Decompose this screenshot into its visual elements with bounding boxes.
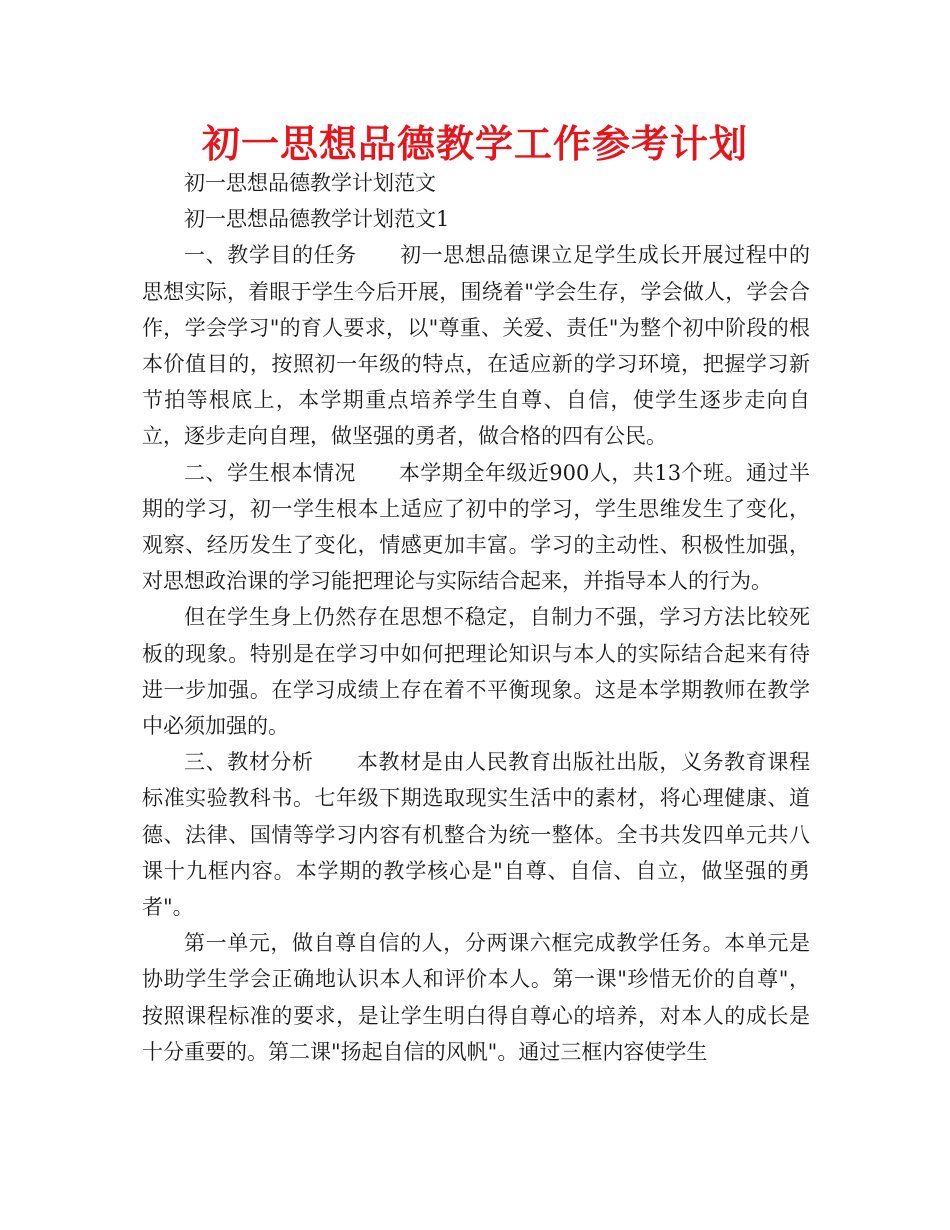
document-title: 初一思想品德教学工作参考计划 (201, 122, 748, 166)
paragraph-student-situation: 二、学生根本情况 本学期全年级近900人，共13个班。通过半期的学习，初一学生根本上适应了初中的学习，学生思维发生了变化，观察、经历发生了变化，情感更加丰富。学习的主动性、积极性加强，对思想政治课的学习能把理论与实际结合起来，并指导本人的行为。 (142, 460, 810, 594)
document-subtitle-2: 初一思想品德教学计划范文1 (184, 207, 450, 232)
paragraph-objectives: 一、教学目的任务 初一思想品德课立足学生成长开展过程中的思想实际，着眼于学生今后开展，围绕着"学会生存，学会做人，学会合作，学会学习"的育人要求，以"尊重、关爱、责任"为整个初中阶段的根本价值目的，按照初一年级的特点，在适应新的学习环境，把握学习新节拍等根底上，本学期重点培养学生自尊、自信，使学生逐步走向自立，逐步走向自理，做坚强的勇者，做合格的四有公民。 (142, 243, 810, 449)
paragraph-unit-one: 第一单元，做自尊自信的人，分两课六框完成教学任务。本单元是协助学生学会正确地认识本人和评价本人。第一课"珍惜无价的自尊"，按照课程标准的要求，是让学生明白得自尊心的培养，对本人的成长是十分重要的。第二课"扬起自信的风帆"。通过三框内容使学生 (142, 931, 810, 1064)
document-subtitle: 初一思想品德教学计划范文 (184, 171, 436, 195)
paragraph-student-problems: 但在学生身上仍然存在思想不稳定，自制力不强，学习方法比较死板的现象。特别是在学习中如何把理论知识与本人的实际结合起来有待进一步加强。在学习成绩上存在着不平衡现象。这是本学期教师在教学中必须加强的。 (142, 605, 810, 739)
document-body (142, 165, 810, 1070)
paragraph-textbook-analysis: 三、教材分析 本教材是由人民教育出版社出版，义务教育课程标准实验教科书。七年级下期选取现实生活中的素材，将心理健康、道德、法律、国情等学习内容有机整合为统一整体。全书共发四单元共八课十九框内容。本学期的教学核心是"自尊、自信、自立，做坚强的勇者"。 (142, 750, 810, 920)
